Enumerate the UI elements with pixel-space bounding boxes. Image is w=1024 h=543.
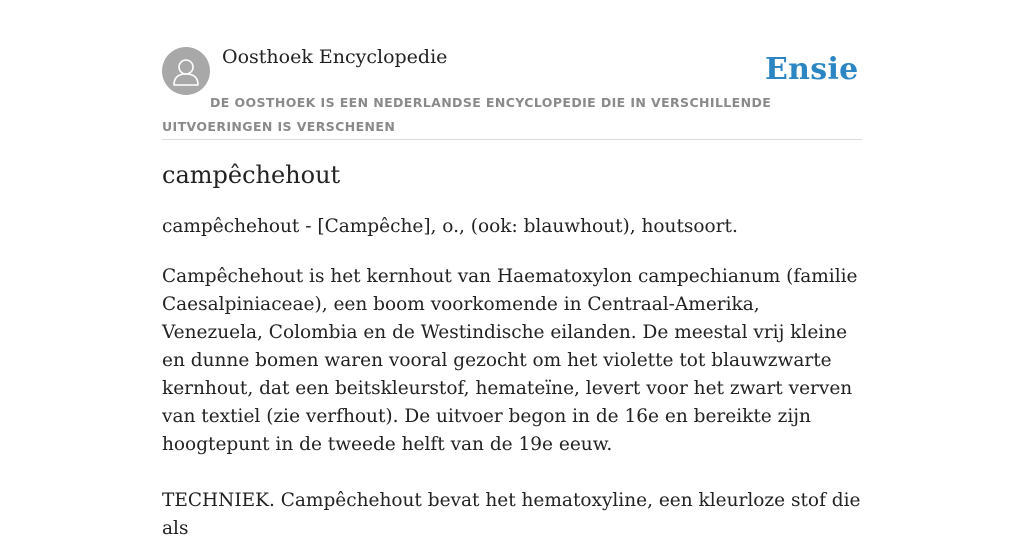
user-icon [162, 47, 210, 95]
site-title[interactable]: Oosthoek Encyclopedie [222, 46, 448, 68]
site-subtitle: DE OOSTHOEK IS EEN NEDERLANDSE ENCYCLOPEDIE DIE IN VERSCHILLENDE UITVOERINGEN IS VERSCHENEN [162, 95, 772, 134]
entry-paragraph-1: Campêchehout is het kernhout van Haematoxylon campechianum (familie Caesalpiniaceae), een boom voorkomende in Centraal-Amerika, Venezuela, Colombia en de Westindische eilanden. De meestal vrij kleine en dunne bomen waren vooral gezocht om het violette tot blauwzwarte kernhout, dat een beitskleurstof, hemateïne, levert voor het zwart verven van textiel (zie verfhout). De uitvoer begon in de 16e en bereikte zijn hoogtepunt in de tweede helft van de 19e eeuw. [162, 266, 858, 455]
entry-definition: campêchehout - [Campêche], o., (ook: blauwhout), houtsoort. [162, 216, 738, 237]
author-avatar[interactable] [162, 47, 210, 95]
page-title: campêchehout [162, 161, 341, 189]
brand-logo[interactable]: Ensie [765, 52, 859, 87]
entry-paragraph-2: TECHNIEK. Campêchehout bevat het hematoxyline, een kleurloze stof die als [162, 490, 861, 539]
header-divider [162, 139, 862, 140]
